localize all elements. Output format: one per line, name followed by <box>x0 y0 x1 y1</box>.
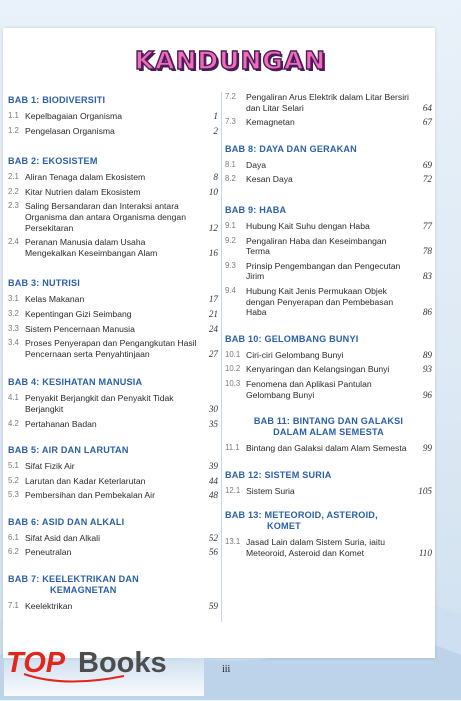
chapter-heading <box>225 510 432 532</box>
entry-title: Kepentingan Gizi Seimbang <box>25 308 132 319</box>
entry-title: Hubung Kait Suhu dengan Haba <box>246 220 370 231</box>
chapter-heading <box>225 205 432 216</box>
topbooks-logo <box>4 640 204 701</box>
svg-text:Books: Books <box>78 647 167 679</box>
entry-page-number: 69 <box>422 159 432 170</box>
chapter-heading <box>8 95 218 106</box>
toc-section <box>225 416 432 454</box>
entry-number: 8.2 <box>225 174 236 184</box>
chapter-heading-text: BAB 1: BIODIVERSITI <box>8 95 106 105</box>
entry-page-number: 99 <box>422 443 432 454</box>
toc-entry-7-3[interactable] <box>225 117 432 128</box>
entry-title: Sistem Pencernaan Manusia <box>25 323 135 334</box>
chapter-heading <box>8 156 218 167</box>
chapter-heading-text-line2: KEMAGNETAN <box>50 585 117 596</box>
toc-section <box>225 510 432 558</box>
page-number: iii <box>222 664 231 675</box>
entry-title: Proses Penyerapan dan Pengangkutan Hasil Pencernaan serta Penyahtinjaan <box>25 338 197 359</box>
entry-page-number: 21 <box>208 308 218 319</box>
toc-entry-4-2[interactable] <box>8 419 218 430</box>
entry-number: 9.2 <box>225 235 236 245</box>
entry-page-number: 93 <box>422 364 432 375</box>
toc-section <box>8 95 218 136</box>
entry-page-number: 16 <box>208 247 218 258</box>
chapter-heading <box>225 470 432 481</box>
entry-page-number: 52 <box>208 532 218 543</box>
entry-number: 6.2 <box>8 547 19 557</box>
entry-title: Pengaliran Arus Elektrik dalam Litar Bersiri dan Litar Selari <box>246 92 409 113</box>
entry-title: Aliran Tenaga dalam Ekosistem <box>25 172 146 183</box>
entry-page-number: 110 <box>418 547 432 558</box>
entry-page-number: 64 <box>422 102 432 113</box>
entry-number: 2.2 <box>8 186 19 196</box>
entry-title: Peneutralan <box>25 547 72 558</box>
entry-number: 4.1 <box>8 393 19 403</box>
entry-number: 7.2 <box>225 92 236 101</box>
entry-title: Kenyaringan dan Kelangsingan Bunyi <box>246 364 390 375</box>
entry-page-number: 56 <box>208 547 218 558</box>
chapter-heading-text-line2: KOMET <box>267 521 301 532</box>
entry-page-number: 35 <box>208 418 218 429</box>
chapter-heading <box>8 517 218 528</box>
entry-number: 11.1 <box>225 443 240 453</box>
toc-section <box>8 377 218 429</box>
toc-entry-2-3[interactable] <box>8 201 218 233</box>
entry-page-number: 24 <box>208 323 218 334</box>
entry-page-number: 10 <box>208 186 218 197</box>
entry-title: Fenomena dan Aplikasi Pantulan Gelombang Bunyi <box>246 378 372 400</box>
toc-left-column <box>8 95 218 616</box>
entry-number: 3.2 <box>8 308 19 318</box>
entry-page-number: 86 <box>422 307 432 318</box>
entry-title: Hubung Kait Jenis Permukaan Objek dengan Penyerapan dan Pembebasan Haba <box>246 285 394 318</box>
toc-entry-5-1[interactable] <box>8 461 218 472</box>
chapter-heading <box>225 334 432 345</box>
toc-section <box>225 144 432 185</box>
entry-title: Kemagnetan <box>246 117 295 128</box>
toc-entry-9-3[interactable] <box>225 261 432 282</box>
toc-entry-9-2[interactable] <box>225 236 432 257</box>
entry-page-number: 96 <box>422 389 432 400</box>
toc-right-column <box>225 92 432 562</box>
entry-title: Pertahanan Badan <box>25 418 97 429</box>
chapter-heading <box>8 445 218 456</box>
chapter-heading <box>225 416 432 438</box>
toc-section <box>225 92 432 128</box>
entry-page-number: 77 <box>422 220 432 231</box>
toc-entry-11-1[interactable] <box>225 443 432 454</box>
chapter-heading-text: BAB 3: NUTRISI <box>8 278 81 289</box>
chapter-heading <box>8 377 218 388</box>
entry-title: Pengelasan Organisma <box>25 125 115 136</box>
entry-title: Kepelbagaian Organisma <box>25 111 122 121</box>
entry-title: Bintang dan Galaksi dalam Alam Semesta <box>246 443 407 454</box>
entry-number: 10.1 <box>225 349 241 359</box>
entry-number: 3.1 <box>8 294 19 304</box>
entry-title: Pengaliran Haba dan Keseimbangan Terma <box>246 235 387 257</box>
topbooks-logo-graphic <box>4 640 204 696</box>
entry-title: Jasad Lain dalam Sistem Suria, iaitu Meteoroid, Asteroid dan Komet <box>246 537 386 558</box>
entry-page-number: 39 <box>208 461 218 472</box>
chapter-heading-text: BAB 13: METEOROID, ASTEROID, <box>225 510 378 521</box>
toc-entry-7-1[interactable] <box>8 601 218 612</box>
toc-section <box>8 278 218 359</box>
entry-page-number: 83 <box>422 271 432 282</box>
entry-page-number: 59 <box>208 601 218 612</box>
entry-number: 3.3 <box>8 323 19 333</box>
page-title: KANDUNGAN <box>134 46 327 75</box>
svg-text:TOP: TOP <box>6 647 66 679</box>
toc-entry-1-2[interactable] <box>8 126 218 137</box>
entry-number: 1.1 <box>8 111 19 120</box>
entry-number: 9.3 <box>225 260 236 270</box>
toc-entry-3-3[interactable] <box>8 324 218 335</box>
entry-title: Saling Bersandaran dan Interaksi antara Organisma dan antara Organisma dengan Persekitaran <box>25 201 186 233</box>
entry-number: 5.2 <box>8 475 19 485</box>
entry-page-number: 12 <box>208 222 218 233</box>
toc-entry-7-2[interactable] <box>225 92 432 113</box>
chapter-heading-text: BAB 5: AIR DAN LARUTAN <box>8 445 129 456</box>
toc-entry-6-1[interactable] <box>8 533 218 544</box>
entry-title: Larutan dan Kadar Keterlarutan <box>25 475 146 486</box>
chapter-heading-text: BAB 10: GELOMBANG BUNYI <box>225 333 359 344</box>
entry-page-number: 44 <box>208 475 218 486</box>
chapter-heading-text: BAB 11: BINTANG DAN GALAKSI <box>253 416 404 427</box>
entry-page-number: 8 <box>213 172 218 183</box>
chapter-heading <box>8 278 218 289</box>
entry-title: Daya <box>246 159 267 170</box>
entry-number: 9.4 <box>225 285 236 295</box>
entry-number: 1.2 <box>8 125 19 135</box>
chapter-heading-text-line2: DALAM ALAM SEMESTA <box>273 427 384 438</box>
toc-entry-2-1[interactable] <box>8 172 218 183</box>
chapter-heading <box>225 144 432 155</box>
entry-title: Kesan Daya <box>246 174 293 185</box>
entry-title: Penyakit Berjangkit dan Penyakit Tidak Berjangkit <box>25 393 174 414</box>
entry-number: 2.3 <box>8 201 19 211</box>
entry-title: Ciri-ciri Gelombang Bunyi <box>246 349 344 360</box>
toc-entry-3-4[interactable] <box>8 338 218 359</box>
toc-entry-4-1[interactable] <box>8 393 218 414</box>
entry-page-number: 89 <box>422 349 432 360</box>
chapter-heading-text: BAB 8: DAYA DAN GERAKAN <box>225 143 357 154</box>
toc-entry-8-2[interactable] <box>225 174 432 185</box>
toc-section <box>8 574 218 612</box>
toc-entry-9-4[interactable] <box>225 286 432 318</box>
chapter-heading-text: BAB 9: HABA <box>225 204 287 215</box>
entry-number: 5.1 <box>8 461 19 471</box>
entry-page-number: 72 <box>422 174 432 185</box>
toc-section <box>225 334 432 400</box>
entry-page-number: 17 <box>208 294 218 305</box>
entry-number: 7.3 <box>225 117 236 127</box>
entry-title: Pembersihan dan Pembekalan Air <box>25 490 155 501</box>
toc-section <box>225 205 432 318</box>
entry-number: 9.1 <box>225 220 236 230</box>
toc-section <box>8 156 218 258</box>
entry-title: Sifat Fizik Air <box>25 461 75 472</box>
column-divider <box>221 92 222 622</box>
entry-title: Prinsip Pengembangan dan Pengecutan Jirim <box>246 260 401 282</box>
entry-title: Keelektrikan <box>25 601 73 612</box>
toc-section <box>8 445 218 501</box>
chapter-heading-text: BAB 12: SISTEM SURIA <box>225 469 332 480</box>
chapter-heading-text: BAB 2: EKOSISTEM <box>8 156 98 167</box>
entry-title: Kelas Makanan <box>25 294 85 305</box>
toc-section <box>225 470 432 497</box>
toc-entry-10-3[interactable] <box>225 379 432 400</box>
toc-entry-1-1[interactable] <box>8 111 218 122</box>
entry-number: 4.2 <box>8 418 19 428</box>
toc-entry-10-1[interactable] <box>225 350 432 361</box>
entry-number: 13.1 <box>225 537 241 547</box>
entry-number: 10.2 <box>225 364 241 374</box>
toc-entry-10-2[interactable] <box>225 364 432 375</box>
entry-page-number: 48 <box>208 490 218 501</box>
toc-entry-6-2[interactable] <box>8 547 218 558</box>
toc-entry-2-2[interactable] <box>8 187 218 198</box>
toc-entry-5-3[interactable] <box>8 490 218 501</box>
entry-title: Peranan Manusia dalam Usaha Mengekalkan Keseimbangan Alam <box>25 237 158 258</box>
entry-page-number: 105 <box>418 485 432 496</box>
chapter-heading <box>8 574 218 596</box>
entry-page-number: 1 <box>213 111 218 121</box>
toc-section <box>8 517 218 558</box>
chapter-heading-text: BAB 4: KESIHATAN MANUSIA <box>8 377 143 388</box>
entry-title: Sifat Asid dan Alkali <box>25 532 101 543</box>
entry-page-number: 2 <box>213 125 218 136</box>
toc-entry-5-2[interactable] <box>8 476 218 487</box>
entry-number: 7.1 <box>8 601 19 611</box>
toc-entry-13-1[interactable] <box>225 537 432 558</box>
entry-title: Kitar Nutrien dalam Ekosistem <box>25 186 141 197</box>
entry-page-number: 67 <box>422 117 432 128</box>
chapter-heading-text: BAB 7: KEELEKTRIKAN DAN <box>8 574 139 585</box>
entry-number: 3.4 <box>8 338 19 348</box>
entry-number: 10.3 <box>225 378 241 388</box>
toc-entry-2-4[interactable] <box>8 237 218 258</box>
entry-number: 5.3 <box>8 490 19 500</box>
entry-page-number: 27 <box>208 348 218 359</box>
entry-number: 8.1 <box>225 159 236 169</box>
toc-entry-8-1[interactable] <box>225 160 432 171</box>
entry-number: 2.4 <box>8 237 19 247</box>
toc-entry-3-2[interactable] <box>8 309 218 320</box>
entry-page-number: 30 <box>208 403 218 414</box>
entry-number: 2.1 <box>8 172 19 182</box>
toc-entry-3-1[interactable] <box>8 294 218 305</box>
chapter-heading-text: BAB 6: ASID DAN ALKALI <box>8 516 125 527</box>
entry-page-number: 78 <box>422 246 432 257</box>
entry-title: Sistem Suria <box>246 485 295 496</box>
toc-entry-12-1[interactable] <box>225 486 432 497</box>
toc-entry-9-1[interactable] <box>225 221 432 232</box>
entry-number: 6.1 <box>8 532 19 542</box>
entry-number: 12.1 <box>225 485 241 495</box>
